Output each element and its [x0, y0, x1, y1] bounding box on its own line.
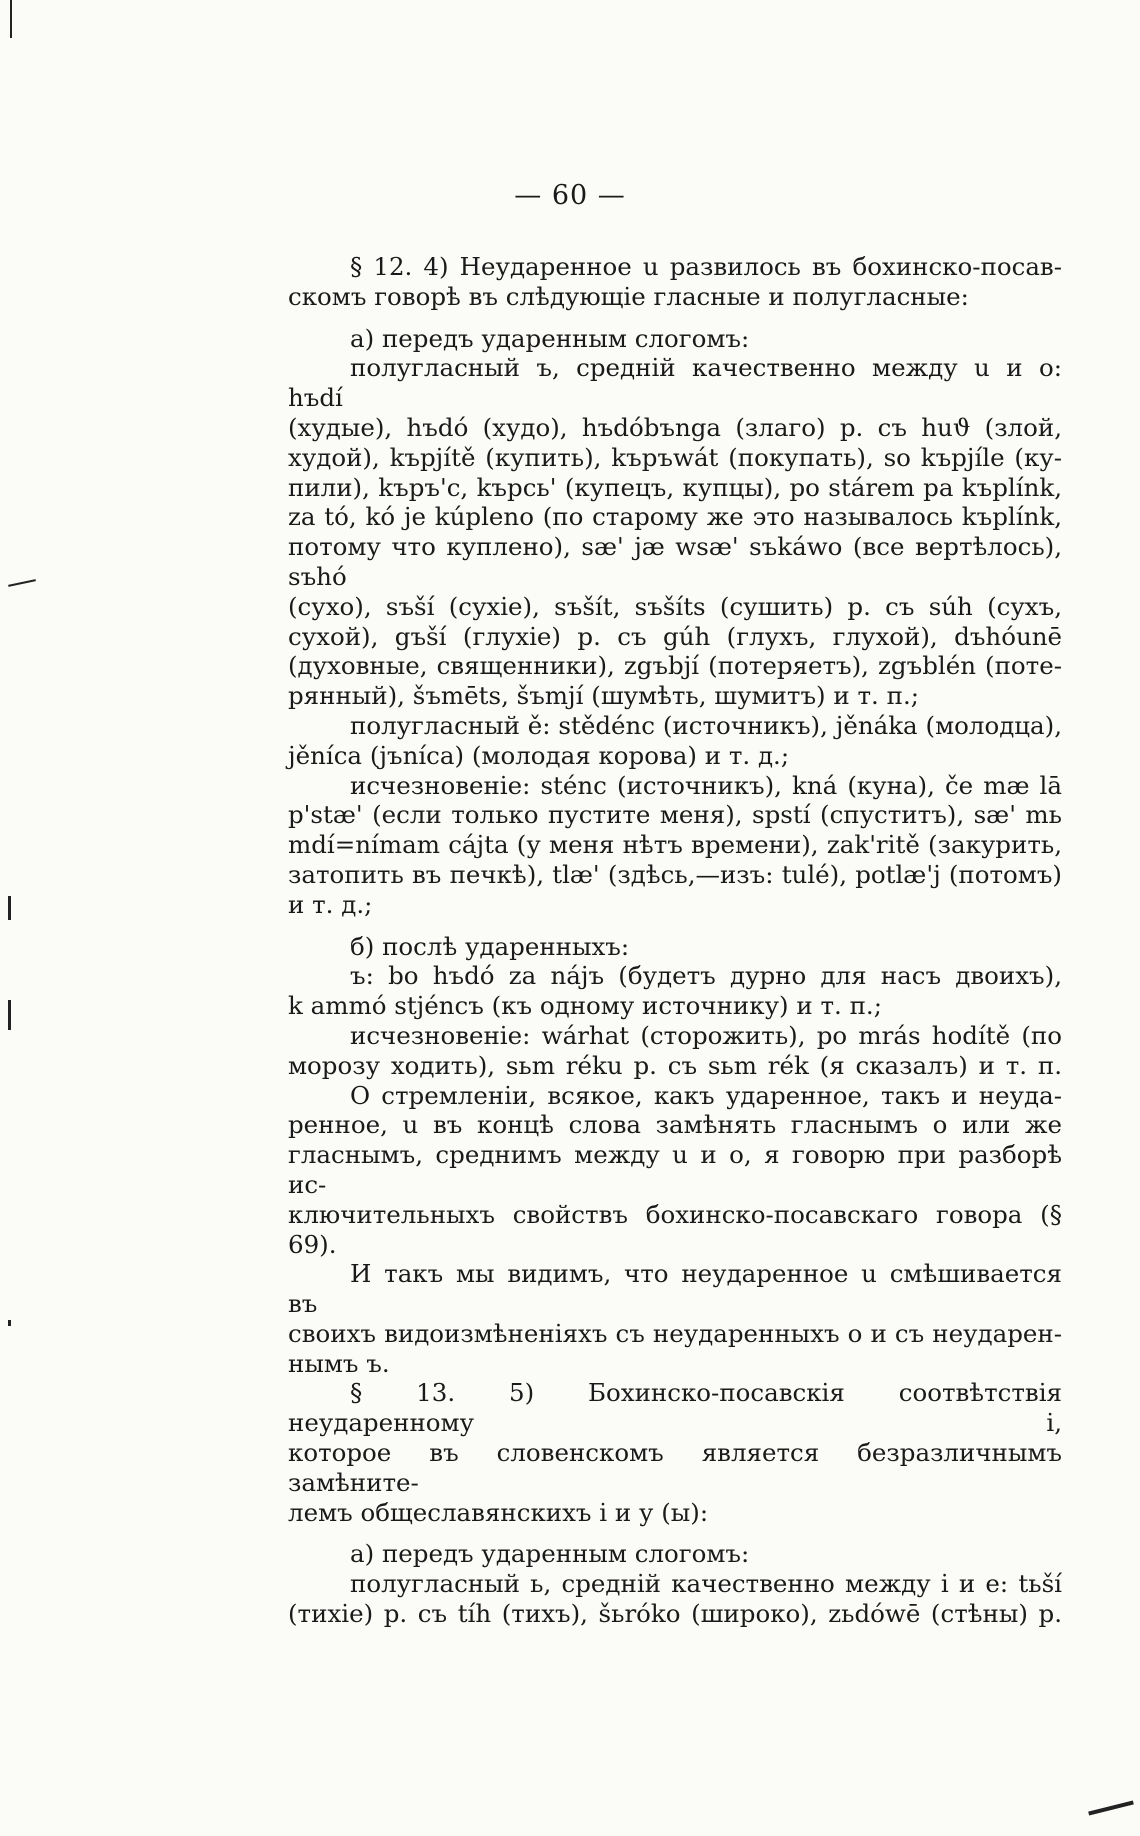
text-line: сухой), gъší (глухіе) р. съ gúh (глухъ, глухой), dъhóunē [288, 621, 1062, 651]
text-line: б) послѣ ударенныхъ: [350, 931, 630, 961]
scan-mark [10, 0, 12, 38]
text-line: а) передъ ударенным слогомъ: [350, 1539, 750, 1569]
text-line: k ammó stjéncъ (къ одному источнику) и т. п.; [288, 991, 882, 1021]
text-line: худой), kъpjítě (купить), kъръwát (покупать), so kъpjíle (ку- [288, 442, 1062, 472]
text-line: ренное, u въ концѣ слова замѣнять гласнымъ o или же [288, 1110, 1062, 1140]
text-line: морозу ходить), sьm réku р. съ sьm rék (я сказалъ) и т. п. [288, 1050, 1062, 1080]
text-line: полугласный ъ, средній качественно между u и o: hъdí [288, 353, 1062, 413]
text-line: которое въ словенскомъ является безразличнымъ замѣните- [288, 1438, 1062, 1497]
text-line: ключительныхъ свойствъ бохинско-посавскаго говора (§ 69). [288, 1199, 1062, 1259]
text-line: О стремленіи, всякое, какъ ударенное, такъ и неуда- [350, 1080, 1062, 1110]
text-line: полугласный ь, средній качественно между і и е: tьší [350, 1569, 1062, 1599]
text-line: (сухо), sъší (сухіе), sъšít, sъšíts (сушить) р. съ súh (сухъ, [288, 591, 1062, 621]
text-line: потому что куплено), sæ' jæ wsæ' sъkáwo (все вертѣлось), sъhó [288, 532, 1062, 591]
text-line: исчезновеніе: sténc (источникъ), kná (куна), če mæ lā [350, 770, 1062, 800]
text-line: лемъ общеславянскихъ і и у (ы): [288, 1497, 709, 1527]
text-line: § 12. 4) Неударенное u развилось въ бохинско-посав- [350, 252, 1062, 281]
text-line: скомъ говорѣ въ слѣдующіе гласные и полугласные: [288, 281, 969, 311]
page-number: — 60 — [514, 180, 626, 211]
scan-mark [8, 1320, 11, 1326]
text-line: § 13. 5) Бохинско-посавскія соотвѣтствія неударенному i, [288, 1378, 1062, 1438]
text-line: mdí=nímam cájta (у меня нѣтъ времени), zak'ritě (закурить, [288, 830, 1062, 860]
scan-mark [8, 1000, 11, 1030]
text-line: полугласный ě: stědénc (источникъ), jěnáka (молодца), [350, 710, 1062, 740]
text-line: рянный), šъmēts, šъmjí (шумѣть, шумитъ) и т. п.; [288, 681, 919, 711]
text-line: ъ: bo hъdó za nájъ (будетъ дурно для насъ двоихъ), [350, 961, 1062, 991]
text-line: (духовные, священники), zgъbjí (потеряетъ), zgъblén (поте- [288, 651, 1062, 681]
scan-mark [8, 896, 11, 920]
text-line: za tó, kó je kúpleno (по старому же это называлось kъplínk, [288, 502, 1062, 532]
body-text [288, 252, 1062, 1629]
text-line: исчезновеніе: wárhat (сторожить), po mrás hodítě (по [350, 1020, 1062, 1050]
scan-mark [8, 579, 36, 587]
text-line: jěníca (jъníca) (молодая корова) и т. д.; [288, 740, 790, 770]
text-line: и т. д.; [288, 889, 373, 919]
text-line: p'stæ' (если только пустите меня), spstí (спуститъ), sæ' mь [288, 800, 1062, 830]
text-line: И такъ мы видимъ, что неударенное u смѣшивается въ [288, 1259, 1062, 1319]
text-line: гласнымъ, среднимъ между u и o, я говорю при разборѣ ис- [288, 1140, 1062, 1199]
text-line: (худые), hъdó (худо), hъdóbъnga (злаго) р. съ huϑ (злой, [288, 412, 1062, 442]
text-line: своихъ видоизмѣненіяхъ съ неударенныхъ o и съ неударен- [288, 1318, 1062, 1348]
scan-mark [1088, 1800, 1134, 1815]
text-line: нымъ ъ. [288, 1348, 390, 1378]
text-line: а) передъ ударенным слогомъ: [350, 323, 750, 353]
text-line: затопить въ печкѣ), tlæ' (здѣсь,—изъ: tulé), potlæ'j (потомъ) [288, 859, 1062, 889]
text-line: (тихіе) р. съ tíh (тихъ), šьróko (широко), zьdówē (стѣны) р. [288, 1599, 1062, 1629]
text-line: пили), kъpъ'c, kъpcь' (купецъ, купцы), po stárem pa kъplínk, [288, 472, 1062, 502]
